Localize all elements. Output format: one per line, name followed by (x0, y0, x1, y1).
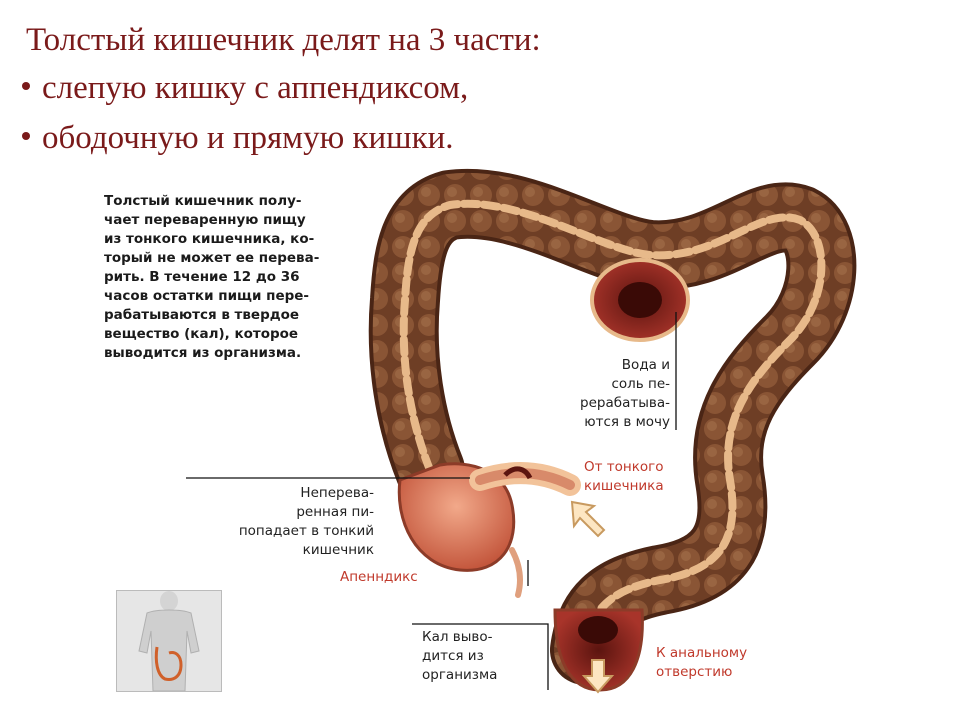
bullet-text: ободочную и прямую кишки. (42, 120, 454, 156)
body-silhouette-thumbnail (116, 590, 222, 692)
label-feces: Кал выво- дится из организма (422, 629, 498, 683)
cecum (399, 464, 570, 571)
label-undigested: Неперева- ренная пи- попадает в тонкий кишечник (238, 485, 374, 558)
bullet-text: слепую кишку с аппендиксом, (42, 70, 469, 106)
label-to-anus: К анальному отверстию (656, 645, 748, 680)
appendix-shape (512, 550, 520, 595)
label-appendix: Апенндикс (340, 569, 418, 585)
body-silhouette-icon (117, 591, 221, 691)
label-from-small-intestine: От тонкого кишечника (584, 459, 664, 494)
diagram-intro-text: Толстый кишечник полу- чает переваренную пищу из тонкого кишечника, ко- торый не может ее перева- рить. В течение 12 до 36 часов остатки пищи пере- рабатываются в твердое вещество (кал), которое выводится из организма. (104, 193, 320, 361)
slide-title: Толстый кишечник делят на 3 части: (26, 22, 541, 58)
label-water-salt: Вода и соль пе- рерабатыва- ются в мочу (580, 357, 670, 430)
transverse-colon-cutaway (592, 260, 688, 340)
